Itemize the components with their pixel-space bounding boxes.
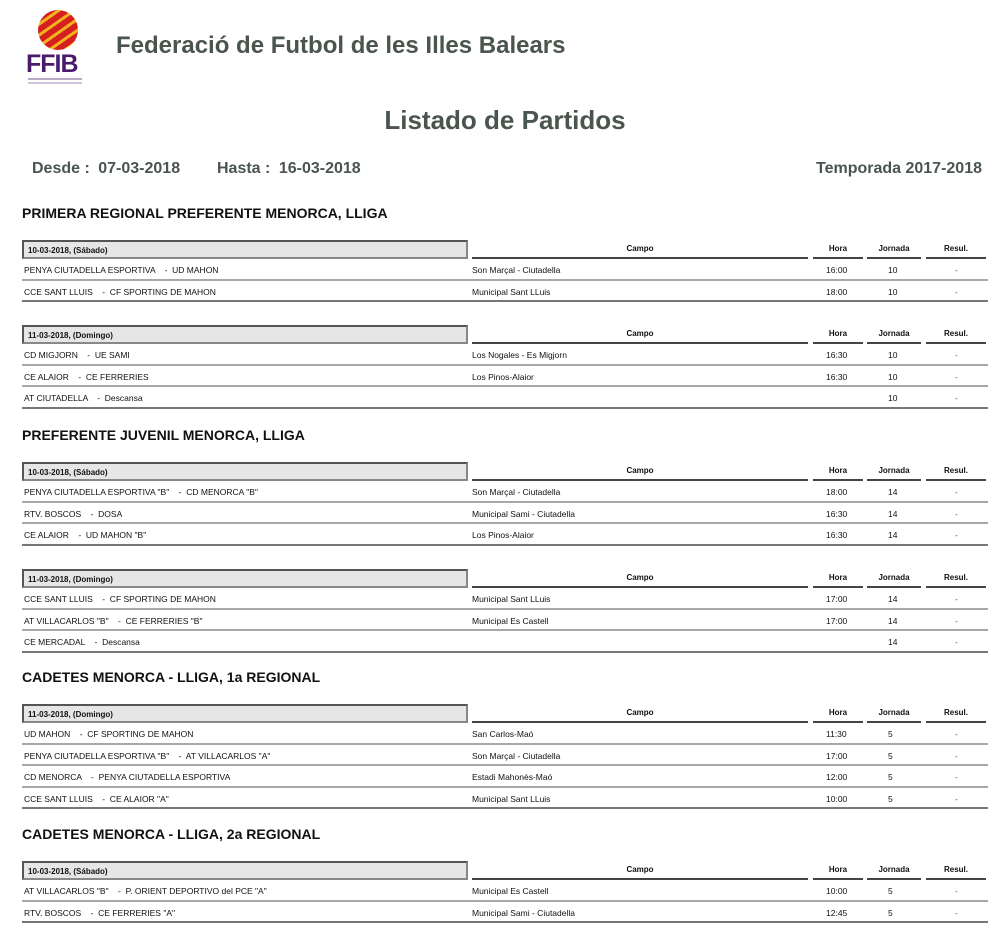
- match-result: -: [955, 393, 958, 403]
- match-teams: CCE SANT LLUIS - CE ALAIOR "A": [24, 793, 169, 804]
- match-teams: PENYA CIUTADELLA ESPORTIVA "B" - CD MENORCA "B": [24, 487, 258, 497]
- matchday-date: 10-03-2018, (Sábado): [22, 240, 468, 259]
- match-time: 17:00: [826, 750, 848, 761]
- match-teams: RTV. BOSCOS - DOSA: [24, 508, 123, 519]
- match-row: [22, 766, 988, 788]
- match-time: 16:30: [826, 371, 848, 382]
- match-venue: Los Pinos-Alaior: [472, 530, 534, 540]
- match-time: 11:30: [826, 729, 847, 739]
- match-row: [22, 788, 988, 810]
- logo-subtitle-line: [28, 82, 82, 84]
- match-teams: AT VILLACARLOS "B" - P. ORIENT DEPORTIVO del PCE "A": [24, 886, 267, 896]
- column-header-resul: Resul.: [926, 573, 986, 588]
- match-row: [22, 588, 988, 610]
- match-venue: Municipal Sami - Ciutadella: [472, 907, 575, 918]
- match-time: 17:00: [826, 615, 848, 626]
- match-time: 18:00: [826, 487, 848, 497]
- column-header-hora: Hora: [813, 466, 863, 481]
- match-round: 5: [888, 886, 893, 896]
- match-teams: RTV. BOSCOS - CE FERRERIES "A": [24, 907, 176, 918]
- column-header-jornada: Jornada: [867, 466, 921, 481]
- match-row: [22, 880, 988, 902]
- column-header-campo: Campo: [472, 329, 808, 344]
- match-result: -: [955, 750, 958, 761]
- match-venue: Son Marçal - Ciutadella: [472, 265, 561, 275]
- match-teams: PENYA CIUTADELLA ESPORTIVA - UD MAHON: [24, 265, 219, 275]
- football-icon: [38, 10, 78, 50]
- match-row: [22, 631, 988, 653]
- match-result: -: [955, 729, 958, 739]
- match-time: 18:00: [826, 286, 848, 297]
- matchday-date: 10-03-2018, (Sábado): [22, 462, 468, 481]
- match-venue: Municipal Sant LLuis: [472, 793, 551, 804]
- column-header-hora: Hora: [813, 573, 863, 588]
- match-row: [22, 281, 988, 303]
- match-teams: CE ALAIOR - CE FERRERIES: [24, 371, 149, 382]
- column-header-jornada: Jornada: [867, 573, 921, 588]
- column-header-resul: Resul.: [926, 466, 986, 481]
- match-round: 10: [888, 393, 898, 403]
- match-row: [22, 902, 988, 924]
- match-result: -: [955, 350, 958, 360]
- match-result: -: [955, 615, 958, 626]
- match-venue: Los Nogales - Es Migjorn: [472, 350, 567, 360]
- match-row: [22, 723, 988, 745]
- match-teams: UD MAHON - CF SPORTING DE MAHON: [24, 729, 194, 739]
- column-header-resul: Resul.: [926, 244, 986, 259]
- match-venue: Municipal Sant LLuis: [472, 594, 551, 604]
- match-row: [22, 503, 988, 525]
- match-venue: Son Marçal - Ciutadella: [472, 750, 561, 761]
- matchday-table: [22, 704, 988, 809]
- match-row: [22, 610, 988, 632]
- column-header-jornada: Jornada: [867, 865, 921, 880]
- match-time: 17:00: [826, 594, 848, 604]
- match-result: -: [955, 530, 958, 540]
- matchday-table: [22, 240, 988, 302]
- match-venue: Municipal Es Castell: [472, 615, 549, 626]
- match-result: -: [955, 907, 958, 918]
- match-time: 16:30: [826, 530, 848, 540]
- match-time: 10:00: [826, 886, 848, 896]
- match-row: [22, 745, 988, 767]
- match-result: -: [955, 487, 958, 497]
- desde-label: Desde :: [32, 160, 90, 177]
- match-round: 14: [888, 487, 898, 497]
- matchday-header: [22, 325, 988, 344]
- match-round: 5: [888, 907, 893, 918]
- matchday-header: [22, 704, 988, 723]
- match-time: 16:30: [826, 508, 848, 519]
- match-result: -: [955, 594, 958, 604]
- matchday-header: [22, 462, 988, 481]
- match-round: 5: [888, 750, 893, 761]
- competition-title: PREFERENTE JUVENIL MENORCA, LLIGA: [22, 427, 305, 443]
- matchday-header: [22, 240, 988, 259]
- logo-text: FFIB: [26, 50, 78, 78]
- match-venue: Municipal Sant LLuis: [472, 286, 551, 297]
- match-teams: PENYA CIUTADELLA ESPORTIVA "B" - AT VILLACARLOS "A": [24, 750, 271, 761]
- match-row: [22, 366, 988, 388]
- match-time: 12:45: [826, 907, 848, 918]
- match-venue: Son Marçal - Ciutadella: [472, 487, 561, 497]
- match-row: [22, 344, 988, 366]
- match-venue: Los Pinos-Alaior: [472, 371, 534, 382]
- match-teams: CCE SANT LLUIS - CF SPORTING DE MAHON: [24, 594, 216, 604]
- match-result: -: [955, 886, 958, 896]
- desde-value: 07-03-2018: [98, 160, 181, 177]
- column-header-hora: Hora: [813, 865, 863, 880]
- document-title: Listado de Partidos: [384, 105, 626, 135]
- match-round: 10: [888, 371, 898, 382]
- match-teams: CE MERCADAL - Descansa: [24, 637, 140, 647]
- match-time: 12:00: [826, 772, 848, 782]
- organization-title: Federació de Futbol de les Illes Balears: [116, 32, 566, 59]
- hasta-label: Hasta :: [217, 160, 271, 177]
- match-round: 5: [888, 772, 893, 782]
- date-range: [32, 160, 365, 178]
- match-round: 10: [888, 265, 898, 275]
- match-round: 14: [888, 530, 898, 540]
- match-teams: CCE SANT LLUIS - CF SPORTING DE MAHON: [24, 286, 216, 297]
- match-time: 16:00: [826, 265, 848, 275]
- match-time: 10:00: [826, 793, 848, 804]
- matchday-date: 11-03-2018, (Domingo): [22, 325, 468, 344]
- match-round: 10: [888, 286, 898, 297]
- match-round: 14: [888, 594, 898, 604]
- match-round: 5: [888, 729, 893, 739]
- column-header-resul: Resul.: [926, 865, 986, 880]
- matchday-table: [22, 861, 988, 923]
- hasta-value: 16-03-2018: [278, 160, 361, 177]
- column-header-resul: Resul.: [926, 708, 986, 723]
- match-venue: Municipal Es Castell: [472, 886, 549, 896]
- match-result: -: [955, 637, 958, 647]
- column-header-jornada: Jornada: [867, 244, 921, 259]
- ffib-logo: [24, 8, 86, 86]
- column-header-campo: Campo: [472, 865, 808, 880]
- column-header-jornada: Jornada: [867, 708, 921, 723]
- match-venue: Estadi Mahonès-Maó: [472, 772, 553, 782]
- column-header-hora: Hora: [813, 329, 863, 344]
- matchday-date: 10-03-2018, (Sábado): [22, 861, 468, 880]
- matchday-table: [22, 569, 988, 653]
- column-header-hora: Hora: [813, 244, 863, 259]
- matchday-table: [22, 325, 988, 409]
- column-header-jornada: Jornada: [867, 329, 921, 344]
- competition-title: PRIMERA REGIONAL PREFERENTE MENORCA, LLIGA: [22, 205, 388, 221]
- match-row: [22, 259, 988, 281]
- column-header-campo: Campo: [472, 244, 808, 259]
- column-header-campo: Campo: [472, 573, 808, 588]
- matchday-header: [22, 569, 988, 588]
- match-venue: San Carlos-Maó: [472, 729, 534, 739]
- competition-title: CADETES MENORCA - LLIGA, 2a REGIONAL: [22, 826, 321, 842]
- match-teams: AT VILLACARLOS "B" - CE FERRERIES "B": [24, 615, 203, 626]
- match-result: -: [955, 265, 958, 275]
- matchday-table: [22, 462, 988, 546]
- match-round: 14: [888, 615, 898, 626]
- column-header-resul: Resul.: [926, 329, 986, 344]
- match-row: [22, 481, 988, 503]
- match-round: 14: [888, 637, 898, 647]
- match-result: -: [955, 286, 958, 297]
- match-teams: CD MENORCA - PENYA CIUTADELLA ESPORTIVA: [24, 772, 231, 782]
- match-result: -: [955, 793, 958, 804]
- match-row: [22, 524, 988, 546]
- match-venue: Municipal Sami - Ciutadella: [472, 508, 575, 519]
- season-label: Temporada 2017-2018: [815, 160, 982, 177]
- column-header-campo: Campo: [472, 708, 808, 723]
- match-result: -: [955, 508, 958, 519]
- match-teams: CE ALAIOR - UD MAHON "B": [24, 530, 147, 540]
- match-row: [22, 387, 988, 409]
- matchday-date: 11-03-2018, (Domingo): [22, 569, 468, 588]
- match-round: 10: [888, 350, 898, 360]
- column-header-campo: Campo: [472, 466, 808, 481]
- match-round: 5: [888, 793, 893, 804]
- competition-title: CADETES MENORCA - LLIGA, 1a REGIONAL: [22, 669, 321, 685]
- match-teams: CD MIGJORN - UE SAMI: [24, 350, 130, 360]
- match-teams: AT CIUTADELLA - Descansa: [24, 393, 143, 403]
- match-result: -: [955, 772, 958, 782]
- logo-subtitle-line: [28, 78, 82, 80]
- matchday-header: [22, 861, 988, 880]
- match-time: 16:30: [826, 350, 848, 360]
- match-result: -: [955, 371, 958, 382]
- column-header-hora: Hora: [813, 708, 863, 723]
- match-round: 14: [888, 508, 898, 519]
- matchday-date: 11-03-2018, (Domingo): [22, 704, 468, 723]
